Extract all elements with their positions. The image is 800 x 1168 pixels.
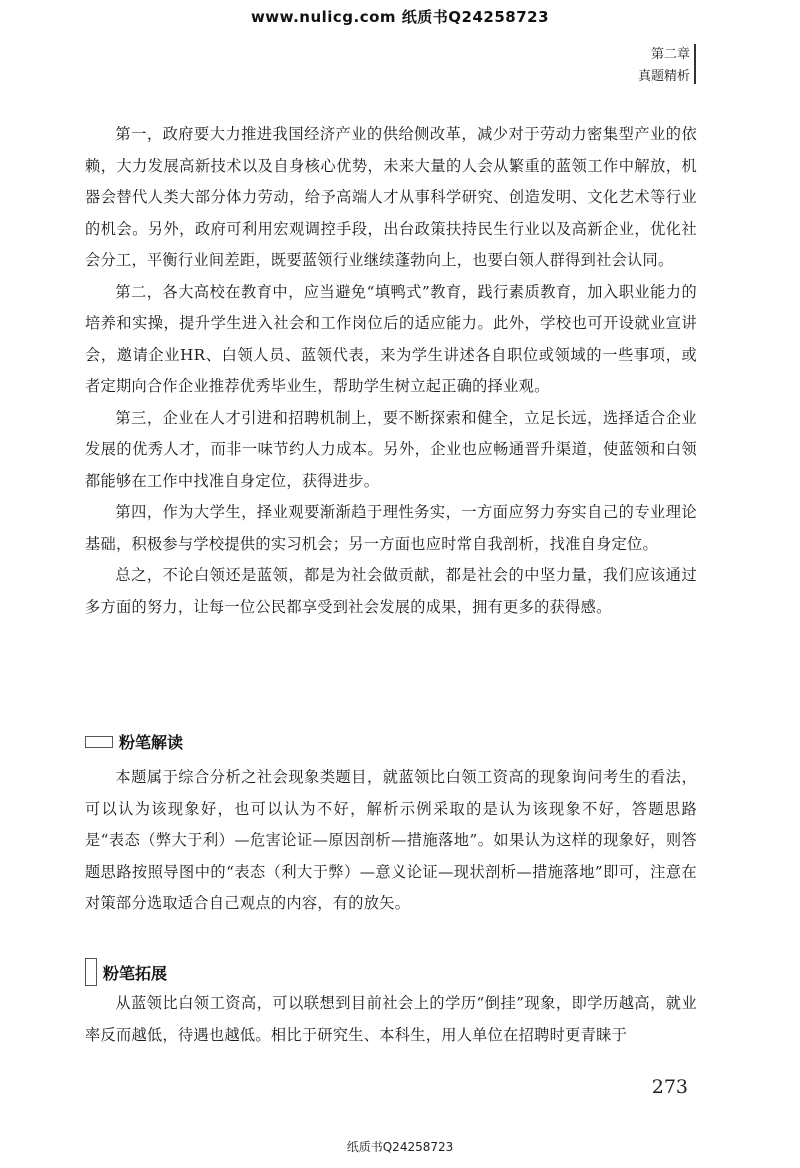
paragraph: 总之，不论白领还是蓝领，都是为社会做贡献，都是社会的中坚力量，我们应该通过多方面的努力，让每一位公民都享受到社会发展的成果，拥有更多的获得感。	[85, 566, 697, 616]
section-heading-label: 粉笔解读	[119, 733, 184, 752]
paragraph: 第一，政府要大力推进我国经济产业的供给侧改革，减少对于劳动力密集型产业的依赖，大力发展高新技术以及自身核心优势，未来大量的人会从繁重的蓝领工作中解放，机器会替代人类大部分体力劳动，给予高端人才从事科学研究、创造发明、文化艺术等行业的机会。另外，政府可利用宏观调控手段，出台政策扶持民生行业以及高新企业，优化社会分工，平衡行业间差距，既要蓝领行业继续蓬勃向上，也要白领人群得到社会认同。	[85, 125, 697, 269]
section-heading-tuozhan	[85, 958, 167, 986]
chapter-divider	[694, 44, 696, 84]
main-text	[85, 119, 697, 623]
paragraph: 第三，企业在人才引进和招聘机制上，要不断探索和健全，立足长远，选择适合企业发展的优秀人才，而非一味节约人力成本。另外，企业也应畅通晋升渠道，使蓝领和白领都能够在工作中找准自身定位，获得进步。	[85, 408, 697, 490]
chapter-subtitle: 真题精析	[637, 69, 690, 84]
section-text-jiedu	[85, 762, 697, 920]
paragraph: 第二，各大高校在教育中，应当避免“填鸭式”教育，践行素质教育，加入职业能力的培养和实操，提升学生进入社会和工作岗位后的适应能力。此外，学校也可开设就业宣讲会，邀请企业HR、白领人员、蓝领代表，来为学生讲述各自职位或领域的一些事项，或者定期向合作企业推荐优秀毕业生，帮助学生树立起正确的择业观。	[85, 282, 697, 395]
paragraph: 第四，作为大学生，择业观要渐渐趋于理性务实，一方面应努力夯实自己的专业理论基础，积极参与学校提供的实习机会；另一方面也应时常自我剖析，找准自身定位。	[85, 503, 697, 553]
section-heading-label: 粉笔拓展	[103, 963, 168, 983]
watermark-bottom: 纸质书Q24258723	[346, 1140, 454, 1154]
book-icon	[85, 736, 113, 748]
watermark-top: www.nulicg.com 纸质书Q24258723	[250, 8, 550, 26]
bookmark-icon	[85, 958, 97, 986]
page-number: 273	[651, 1076, 688, 1098]
paragraph: 从蓝领比白领工资高，可以联想到目前社会上的学历“倒挂”现象，即学历越高，就业率反而越低，待遇也越低。相比于研究生、本科生，用人单位在招聘时更青睐于	[85, 994, 697, 1044]
section-text-tuozhan	[85, 988, 697, 1051]
chapter-title: 第二章	[650, 47, 690, 62]
chapter-header	[638, 44, 690, 88]
paragraph: 本题属于综合分析之社会现象类题目，就蓝领比白领工资高的现象询问考生的看法，可以认为该现象好，也可以认为不好，解析示例采取的是认为该现象不好，答题思路是“表态（弊大于利）—危害论证—原因剖析—措施落地”。如果认为这样的现象好，则答题思路按照导图中的“表态（利大于弊）—意义论证—现状剖析—措施落地”即可，注意在对策部分选取适合自己观点的内容，有的放矢。	[85, 768, 697, 912]
section-heading-jiedu	[85, 730, 183, 753]
